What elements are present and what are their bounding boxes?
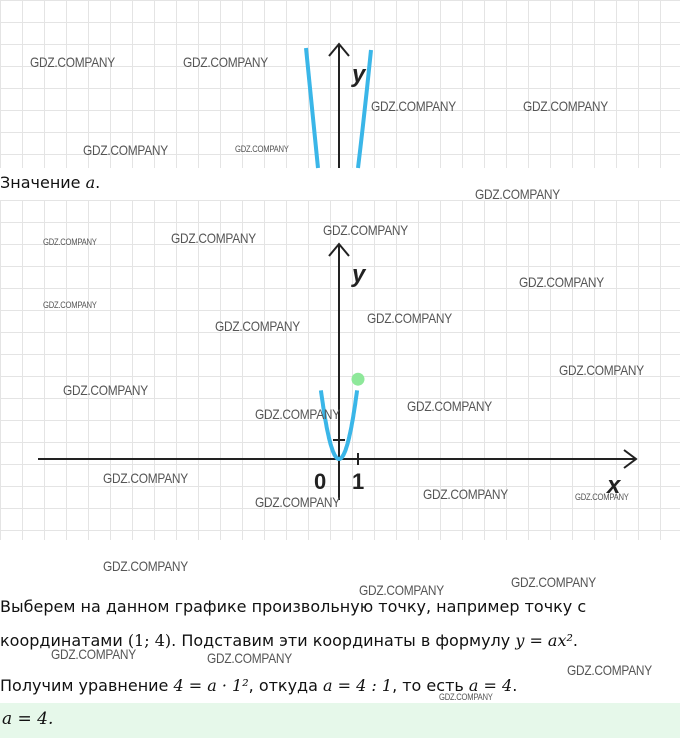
origin-label: 0 bbox=[314, 469, 327, 494]
watermark: GDZ.COMPANY bbox=[255, 406, 340, 422]
y-axis-label: y bbox=[352, 61, 366, 88]
top-graph-svg bbox=[0, 0, 680, 168]
line3-mid2: , то есть bbox=[392, 676, 469, 695]
line2-prefix: координатами bbox=[0, 631, 128, 650]
watermark: GDZ.COMPANY bbox=[103, 470, 188, 486]
line3-eq: 4 = a · 1² bbox=[173, 676, 249, 695]
y-axis-label: y bbox=[352, 261, 366, 288]
solution-line-2 bbox=[0, 630, 578, 652]
line3-result: a = 4 bbox=[468, 676, 513, 695]
watermark: GDZ.COMPANY bbox=[575, 492, 629, 502]
watermark: GDZ.COMPANY bbox=[51, 646, 136, 662]
main-graph-panel bbox=[0, 200, 680, 540]
top-graph-panel bbox=[0, 0, 680, 168]
watermark: GDZ.COMPANY bbox=[475, 186, 560, 202]
point-1-4 bbox=[352, 373, 365, 386]
watermark: GDZ.COMPANY bbox=[30, 54, 115, 70]
value-a-heading bbox=[0, 172, 100, 194]
watermark: GDZ.COMPANY bbox=[519, 274, 604, 290]
watermark: GDZ.COMPANY bbox=[255, 494, 340, 510]
watermark: GDZ.COMPANY bbox=[367, 310, 452, 326]
watermark: GDZ.COMPANY bbox=[371, 98, 456, 114]
heading-suffix: . bbox=[95, 173, 101, 192]
line2-formula: y = ax² bbox=[515, 631, 573, 650]
line3-mid: , откуда bbox=[248, 676, 324, 695]
watermark: GDZ.COMPANY bbox=[439, 692, 493, 702]
heading-text: Значение bbox=[0, 173, 86, 192]
watermark: GDZ.COMPANY bbox=[511, 574, 596, 590]
watermark: GDZ.COMPANY bbox=[523, 98, 608, 114]
parabola-left-branch bbox=[306, 48, 318, 168]
watermark: GDZ.COMPANY bbox=[183, 54, 268, 70]
line3-calc: a = 4 : 1 bbox=[323, 676, 393, 695]
main-graph-svg bbox=[0, 200, 680, 540]
watermark: GDZ.COMPANY bbox=[63, 382, 148, 398]
watermark: GDZ.COMPANY bbox=[559, 362, 644, 378]
line2-suffix: . bbox=[572, 631, 578, 650]
line2-mid: . Подставим эти координаты в формулу bbox=[171, 631, 516, 650]
line3-prefix: Получим уравнение bbox=[0, 676, 174, 695]
line3-suffix: . bbox=[512, 676, 518, 695]
answer-box bbox=[0, 703, 680, 738]
watermark: GDZ.COMPANY bbox=[207, 650, 292, 666]
solution-line-1: Выберем на данном графике произвольную точку, например точку с bbox=[0, 597, 587, 616]
watermark: GDZ.COMPANY bbox=[103, 558, 188, 574]
heading-var: a bbox=[85, 173, 96, 192]
x-axis-label: x bbox=[607, 472, 621, 499]
watermark: GDZ.COMPANY bbox=[423, 486, 508, 502]
x-tick-label-1: 1 bbox=[352, 469, 365, 494]
watermark: GDZ.COMPANY bbox=[43, 300, 97, 310]
watermark: GDZ.COMPANY bbox=[83, 142, 168, 158]
watermark: GDZ.COMPANY bbox=[407, 398, 492, 414]
solution-line-3 bbox=[0, 675, 517, 697]
watermark: GDZ.COMPANY bbox=[323, 222, 408, 238]
watermark: GDZ.COMPANY bbox=[567, 662, 652, 678]
watermark: GDZ.COMPANY bbox=[171, 230, 256, 246]
watermark: GDZ.COMPANY bbox=[359, 582, 444, 598]
watermark: GDZ.COMPANY bbox=[43, 237, 97, 247]
watermark: GDZ.COMPANY bbox=[215, 318, 300, 334]
answer-text: a = 4. bbox=[2, 709, 54, 729]
watermark: GDZ.COMPANY bbox=[235, 144, 289, 154]
line2-coords: (1; 4) bbox=[127, 631, 172, 650]
